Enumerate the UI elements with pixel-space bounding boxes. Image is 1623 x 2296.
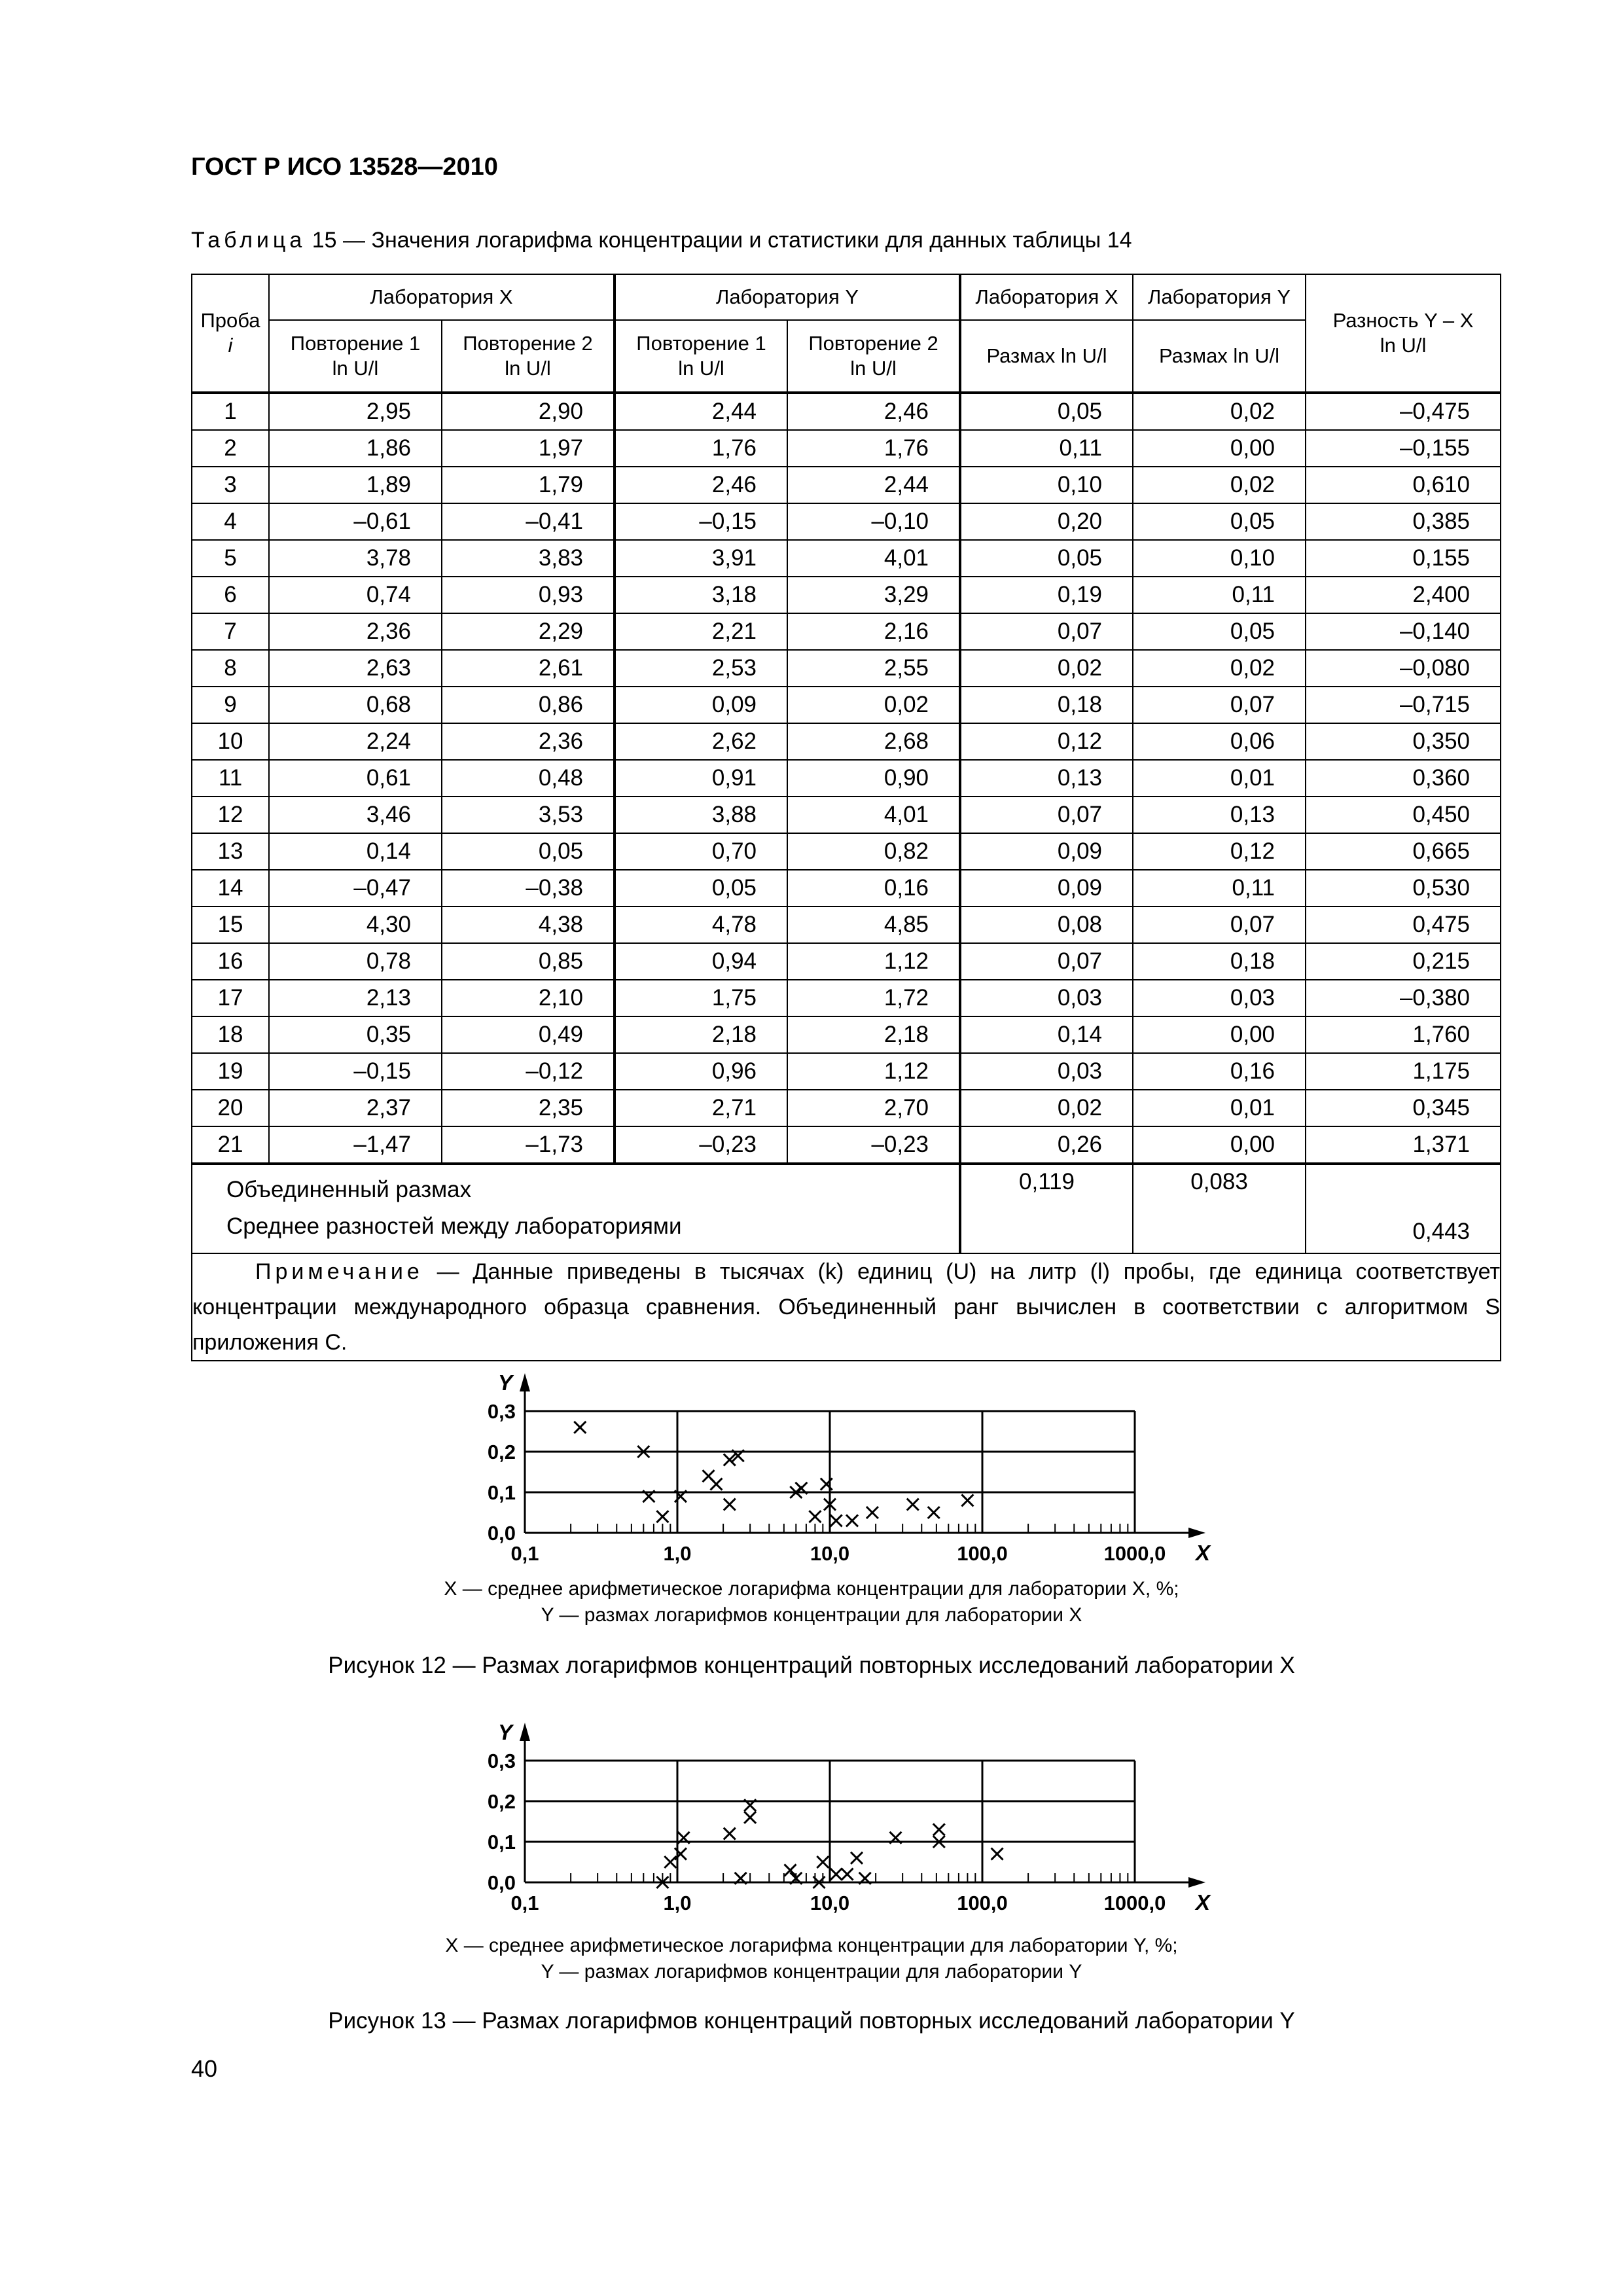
header-x-repeat1: Повторение 1 ln U/l: [269, 320, 442, 393]
row-value-cell: –0,47: [269, 870, 442, 906]
header-lab-y: Лаборатория Y: [615, 274, 960, 320]
row-value-cell: 0,10: [960, 467, 1133, 503]
row-value-cell: 0,07: [1133, 906, 1306, 943]
row-value-cell: –0,380: [1306, 980, 1501, 1016]
row-value-cell: 1,760: [1306, 1016, 1501, 1053]
row-value-cell: 0,48: [442, 760, 615, 797]
row-value-cell: 0,05: [1133, 503, 1306, 540]
row-probe-cell: 6: [192, 577, 269, 613]
figure12-caption: Рисунок 12 — Размах логарифмов концентраций повторных исследований лаборатории X: [328, 1653, 1295, 1678]
row-probe-cell: 15: [192, 906, 269, 943]
row-value-cell: 0,14: [269, 833, 442, 870]
row-value-cell: 0,450: [1306, 797, 1501, 833]
row-value-cell: 2,70: [787, 1090, 960, 1126]
figure13-caption: Рисунок 13 — Размах логарифмов концентраций повторных исследований лаборатории Y: [328, 2008, 1295, 2034]
fig13-data-point: [842, 1869, 853, 1880]
figure13-legend-y: Y — размах логарифмов концентрации для лаборатории Y: [541, 1961, 1082, 1982]
row-probe-cell: 12: [192, 797, 269, 833]
fig13-data-point: [817, 1856, 829, 1868]
header-probe: Проба i: [192, 274, 269, 393]
fig13-xtick-label: 10,0: [810, 1892, 850, 1914]
row-probe-cell: 19: [192, 1053, 269, 1090]
row-value-cell: 0,90: [787, 760, 960, 797]
fig13-ytick-label: 0,3: [487, 1749, 516, 1772]
row-value-cell: –0,23: [787, 1126, 960, 1164]
row-value-cell: 0,07: [960, 943, 1133, 980]
row-value-cell: 0,93: [442, 577, 615, 613]
row-value-cell: 1,75: [615, 980, 787, 1016]
row-probe-cell: 2: [192, 430, 269, 467]
header-range-lab-x: Лаборатория X: [960, 274, 1133, 320]
row-value-cell: –0,15: [615, 503, 787, 540]
row-probe-cell: 8: [192, 650, 269, 687]
row-value-cell: 0,11: [1133, 577, 1306, 613]
row-value-cell: 4,85: [787, 906, 960, 943]
row-value-cell: 0,07: [1133, 687, 1306, 723]
row-value-cell: 0,06: [1133, 723, 1306, 760]
fig13-data-point: [785, 1864, 796, 1876]
fig12-data-point: [809, 1511, 821, 1522]
row-value-cell: 0,85: [442, 943, 615, 980]
row-value-cell: 3,29: [787, 577, 960, 613]
fig13-ytick-label: 0,0: [487, 1871, 516, 1894]
row-value-cell: 4,01: [787, 540, 960, 577]
row-value-cell: 0,02: [1133, 650, 1306, 687]
row-value-cell: 0,82: [787, 833, 960, 870]
row-value-cell: 0,01: [1133, 760, 1306, 797]
fig12-xtick-label: 1,0: [663, 1542, 692, 1565]
pooled-range-label: Объединенный размах: [226, 1177, 472, 1202]
row-value-cell: 3,78: [269, 540, 442, 577]
row-value-cell: 0,09: [615, 687, 787, 723]
fig12-data-point: [961, 1494, 973, 1506]
row-value-cell: 2,29: [442, 613, 615, 650]
row-value-cell: 2,62: [615, 723, 787, 760]
row-value-cell: 0,03: [960, 980, 1133, 1016]
figure12-legend-x: X — среднее арифметическое логарифма концентрации для лаборатории X, %;: [444, 1578, 1179, 1600]
row-value-cell: 3,88: [615, 797, 787, 833]
row-probe-cell: 1: [192, 393, 269, 430]
row-value-cell: –1,73: [442, 1126, 615, 1164]
row-value-cell: 2,68: [787, 723, 960, 760]
row-value-cell: 0,16: [787, 870, 960, 906]
header-lab-x: Лаборатория X: [269, 274, 615, 320]
row-probe-cell: 7: [192, 613, 269, 650]
fig13-y-arrow: [520, 1723, 530, 1741]
row-value-cell: 0,05: [960, 540, 1133, 577]
row-value-cell: 0,18: [1133, 943, 1306, 980]
row-value-cell: 4,01: [787, 797, 960, 833]
row-value-cell: 0,155: [1306, 540, 1501, 577]
row-value-cell: 2,18: [787, 1016, 960, 1053]
row-value-cell: 4,38: [442, 906, 615, 943]
row-value-cell: 0,09: [960, 870, 1133, 906]
row-value-cell: 2,10: [442, 980, 615, 1016]
row-value-cell: 2,46: [787, 393, 960, 430]
row-value-cell: 0,08: [960, 906, 1133, 943]
row-value-cell: 0,00: [1133, 430, 1306, 467]
header-y-range: Размах ln U/l: [1133, 320, 1306, 393]
row-value-cell: 0,610: [1306, 467, 1501, 503]
header-x-range: Размах ln U/l: [960, 320, 1133, 393]
row-value-cell: 1,89: [269, 467, 442, 503]
row-value-cell: 0,05: [442, 833, 615, 870]
row-value-cell: 0,07: [960, 613, 1133, 650]
row-probe-cell: 17: [192, 980, 269, 1016]
figure13-legend-x: X — среднее арифметическое логарифма концентрации для лаборатории Y, %;: [445, 1935, 1178, 1956]
row-value-cell: 0,19: [960, 577, 1133, 613]
row-value-cell: 0,13: [960, 760, 1133, 797]
fig12-y-arrow: [520, 1373, 530, 1391]
row-value-cell: 3,46: [269, 797, 442, 833]
pooled-range-y: 0,083: [1133, 1164, 1306, 1253]
row-value-cell: 0,00: [1133, 1016, 1306, 1053]
row-probe-cell: 4: [192, 503, 269, 540]
row-value-cell: 0,07: [960, 797, 1133, 833]
row-value-cell: 0,03: [960, 1053, 1133, 1090]
row-value-cell: 1,79: [442, 467, 615, 503]
fig12-xtick-label: 1000,0: [1103, 1542, 1166, 1565]
fig12-data-point: [866, 1507, 878, 1518]
row-value-cell: 0,94: [615, 943, 787, 980]
row-value-cell: 0,215: [1306, 943, 1501, 980]
row-value-cell: 0,01: [1133, 1090, 1306, 1126]
row-value-cell: 0,61: [269, 760, 442, 797]
fig12-ytick-label: 0,0: [487, 1522, 516, 1545]
fig13-xtick-label: 100,0: [957, 1892, 1008, 1914]
table-caption-text: 15 — Значения логарифма концентрации и статистики для данных таблицы 14: [306, 228, 1132, 253]
row-value-cell: 2,44: [615, 393, 787, 430]
row-value-cell: 1,97: [442, 430, 615, 467]
row-value-cell: 2,24: [269, 723, 442, 760]
row-value-cell: 0,86: [442, 687, 615, 723]
row-value-cell: 1,86: [269, 430, 442, 467]
header-y-repeat2: Повторение 2 ln U/l: [787, 320, 960, 393]
row-value-cell: 0,49: [442, 1016, 615, 1053]
fig13-data-point: [724, 1828, 736, 1840]
row-value-cell: 3,83: [442, 540, 615, 577]
figure12-legend-y: Y — размах логарифмов концентрации для лаборатории X: [541, 1604, 1082, 1626]
header-x-repeat2: Повторение 2 ln U/l: [442, 320, 615, 393]
row-value-cell: 0,09: [960, 833, 1133, 870]
row-value-cell: 0,12: [1133, 833, 1306, 870]
row-value-cell: 0,665: [1306, 833, 1501, 870]
row-value-cell: –0,715: [1306, 687, 1501, 723]
row-value-cell: 0,16: [1133, 1053, 1306, 1090]
row-value-cell: 1,12: [787, 1053, 960, 1090]
row-value-cell: 2,18: [615, 1016, 787, 1053]
fig12-xtick-label: 10,0: [810, 1542, 850, 1565]
row-value-cell: 0,74: [269, 577, 442, 613]
fig12-data-point: [724, 1499, 736, 1511]
fig12-data-point: [846, 1515, 858, 1526]
row-probe-cell: 21: [192, 1126, 269, 1164]
fig13-xtick-label: 1,0: [663, 1892, 692, 1914]
row-value-cell: 0,475: [1306, 906, 1501, 943]
row-value-cell: –0,23: [615, 1126, 787, 1164]
row-value-cell: 3,53: [442, 797, 615, 833]
row-value-cell: –0,080: [1306, 650, 1501, 687]
mean-difference-value: 0,443: [1306, 1164, 1501, 1253]
row-probe-cell: 16: [192, 943, 269, 980]
page-number: 40: [191, 2055, 218, 2082]
row-value-cell: –0,41: [442, 503, 615, 540]
row-value-cell: 2,35: [442, 1090, 615, 1126]
row-value-cell: 2,400: [1306, 577, 1501, 613]
row-value-cell: 0,360: [1306, 760, 1501, 797]
note-text: — Данные приведены в тысячах (k) единиц (U) на литр (l) пробы, где единица соответствует концентрации международного образца сравнения. Объединенный ранг вычислен в соответствии с алгоритмом S приложения C.: [192, 1259, 1501, 1355]
row-value-cell: 0,26: [960, 1126, 1133, 1164]
row-value-cell: 2,16: [787, 613, 960, 650]
row-value-cell: 2,36: [442, 723, 615, 760]
row-value-cell: 0,12: [960, 723, 1133, 760]
row-value-cell: –0,38: [442, 870, 615, 906]
fig13-data-point: [830, 1869, 842, 1880]
figure12-legend: [444, 1576, 1179, 1628]
row-value-cell: 0,02: [1133, 467, 1306, 503]
fig13-data-point: [851, 1852, 863, 1864]
row-value-cell: –0,155: [1306, 430, 1501, 467]
row-value-cell: 4,30: [269, 906, 442, 943]
header-range-lab-y: Лаборатория Y: [1133, 274, 1306, 320]
fig13-data-point: [991, 1848, 1003, 1860]
row-value-cell: 2,55: [787, 650, 960, 687]
row-value-cell: 0,20: [960, 503, 1133, 540]
row-value-cell: 2,61: [442, 650, 615, 687]
row-value-cell: 0,02: [787, 687, 960, 723]
row-value-cell: 2,13: [269, 980, 442, 1016]
row-value-cell: 0,70: [615, 833, 787, 870]
fig13-xtick-label: 1000,0: [1103, 1892, 1166, 1914]
row-value-cell: –0,10: [787, 503, 960, 540]
row-value-cell: –0,61: [269, 503, 442, 540]
fig12-x-arrow: [1188, 1528, 1205, 1538]
figure13-legend: [445, 1933, 1177, 1985]
row-value-cell: 2,53: [615, 650, 787, 687]
fig12-xtick-label: 100,0: [957, 1542, 1008, 1565]
row-value-cell: –0,475: [1306, 393, 1501, 430]
row-probe-cell: 10: [192, 723, 269, 760]
row-value-cell: 3,91: [615, 540, 787, 577]
row-value-cell: 0,345: [1306, 1090, 1501, 1126]
row-value-cell: 1,76: [787, 430, 960, 467]
row-value-cell: 0,35: [269, 1016, 442, 1053]
row-probe-cell: 5: [192, 540, 269, 577]
row-value-cell: 0,02: [960, 650, 1133, 687]
row-value-cell: 0,14: [960, 1016, 1133, 1053]
row-value-cell: 1,76: [615, 430, 787, 467]
row-probe-cell: 11: [192, 760, 269, 797]
fig13-xtick-label: 0,1: [510, 1892, 539, 1914]
row-value-cell: 4,78: [615, 906, 787, 943]
row-value-cell: 0,02: [960, 1090, 1133, 1126]
row-value-cell: 2,46: [615, 467, 787, 503]
row-value-cell: 2,71: [615, 1090, 787, 1126]
row-value-cell: 0,13: [1133, 797, 1306, 833]
row-value-cell: 2,95: [269, 393, 442, 430]
row-value-cell: 0,05: [960, 393, 1133, 430]
row-value-cell: –0,15: [269, 1053, 442, 1090]
row-value-cell: 0,78: [269, 943, 442, 980]
row-value-cell: 1,72: [787, 980, 960, 1016]
fig12-data-point: [907, 1499, 919, 1511]
fig12-ytick-label: 0,2: [487, 1441, 516, 1463]
row-value-cell: 0,530: [1306, 870, 1501, 906]
note-prefix: Примечание: [255, 1259, 423, 1284]
header-difference: Разность Y – X ln U/l: [1306, 274, 1501, 393]
row-value-cell: 0,03: [1133, 980, 1306, 1016]
row-value-cell: 2,36: [269, 613, 442, 650]
document-header: ГОСТ Р ИСО 13528—2010: [191, 153, 498, 181]
row-value-cell: 1,371: [1306, 1126, 1501, 1164]
table-caption-prefix: Таблица: [191, 228, 306, 253]
fig12-ytick-label: 0,3: [487, 1400, 516, 1423]
fig13-ytick-label: 0,2: [487, 1790, 516, 1813]
row-value-cell: 0,68: [269, 687, 442, 723]
row-probe-cell: 18: [192, 1016, 269, 1053]
row-value-cell: 0,11: [1133, 870, 1306, 906]
row-value-cell: –1,47: [269, 1126, 442, 1164]
row-value-cell: 0,350: [1306, 723, 1501, 760]
fig12-data-point: [656, 1511, 668, 1522]
fig12-data-point: [830, 1515, 842, 1526]
fig13-ytick-label: 0,1: [487, 1831, 516, 1854]
fig13-data-point: [664, 1856, 676, 1868]
fig12-data-point: [710, 1479, 722, 1490]
row-value-cell: 2,90: [442, 393, 615, 430]
header-y-repeat1: Повторение 1 ln U/l: [615, 320, 787, 393]
row-value-cell: 0,385: [1306, 503, 1501, 540]
row-probe-cell: 13: [192, 833, 269, 870]
fig13-x-arrow: [1188, 1877, 1205, 1888]
row-value-cell: 0,96: [615, 1053, 787, 1090]
row-value-cell: –0,140: [1306, 613, 1501, 650]
row-value-cell: 0,10: [1133, 540, 1306, 577]
row-value-cell: 2,63: [269, 650, 442, 687]
row-value-cell: 0,05: [1133, 613, 1306, 650]
row-value-cell: –0,12: [442, 1053, 615, 1090]
fig13-ylabel: Y: [497, 1720, 513, 1744]
row-value-cell: 0,91: [615, 760, 787, 797]
row-probe-cell: 9: [192, 687, 269, 723]
row-value-cell: 2,21: [615, 613, 787, 650]
row-value-cell: 0,11: [960, 430, 1133, 467]
fig13-data-point: [744, 1812, 756, 1823]
row-value-cell: 0,05: [615, 870, 787, 906]
row-value-cell: 1,175: [1306, 1053, 1501, 1090]
row-value-cell: 2,37: [269, 1090, 442, 1126]
row-value-cell: 2,44: [787, 467, 960, 503]
row-value-cell: 0,02: [1133, 393, 1306, 430]
mean-difference-label: Среднее разностей между лабораториями: [226, 1213, 682, 1239]
fig12-ylabel: Y: [497, 1371, 513, 1395]
fig13-xlabel: X: [1195, 1890, 1211, 1914]
fig12-xlabel: X: [1195, 1541, 1211, 1565]
fig12-data-point: [574, 1422, 586, 1433]
fig13-data-point: [933, 1823, 945, 1835]
row-value-cell: 1,12: [787, 943, 960, 980]
fig12-ytick-label: 0,1: [487, 1481, 516, 1504]
row-value-cell: 3,18: [615, 577, 787, 613]
row-value-cell: 0,18: [960, 687, 1133, 723]
row-value-cell: 0,00: [1133, 1126, 1306, 1164]
row-probe-cell: 3: [192, 467, 269, 503]
pooled-range-x: 0,119: [960, 1164, 1133, 1253]
fig12-data-point: [928, 1507, 940, 1518]
row-probe-cell: 20: [192, 1090, 269, 1126]
row-probe-cell: 14: [192, 870, 269, 906]
fig12-xtick-label: 0,1: [510, 1542, 539, 1565]
